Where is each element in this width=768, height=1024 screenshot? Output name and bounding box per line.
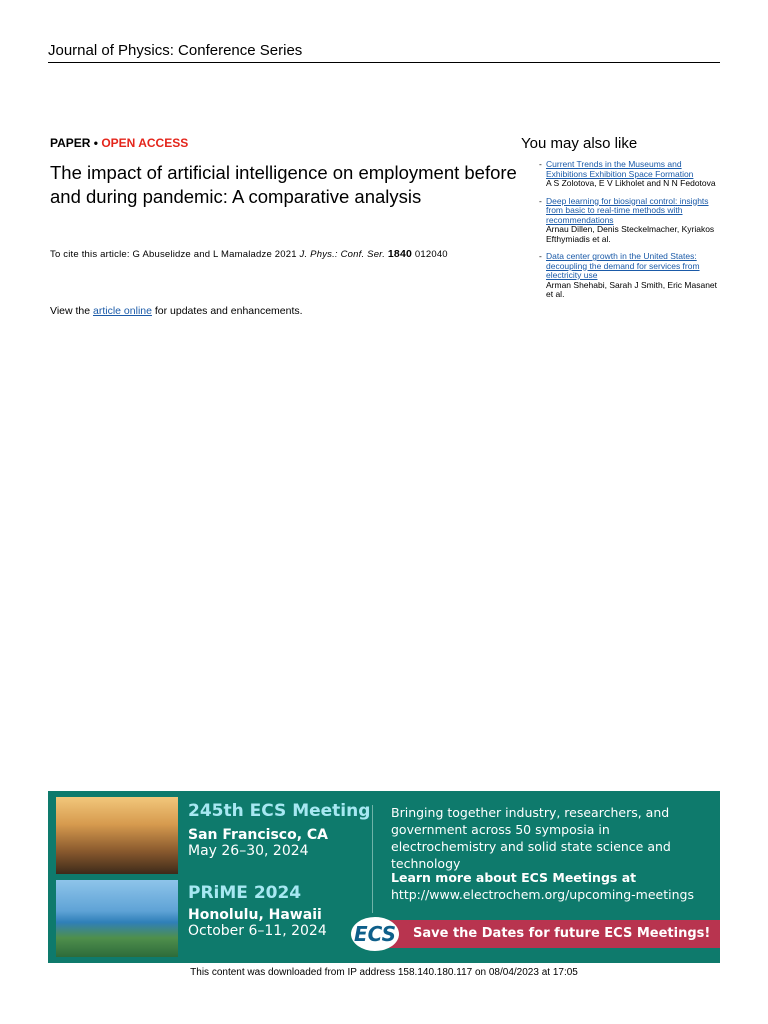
cite-prefix: To cite this article: G Abuselidze and L Mamaladze 2021 [50,249,300,260]
view-online-line [50,305,303,317]
banner-divider [372,805,373,913]
meeting-2-date: October 6–11, 2024 [188,923,327,939]
meeting-1-date: May 26–30, 2024 [188,843,309,859]
list-dash: - [539,195,542,206]
label-separator: • [90,136,102,150]
learn-more-text: Learn more about ECS Meetings at [391,870,637,885]
related-link[interactable]: Data center growth in the United States: decoupling the demand for services from electricity use [546,251,700,280]
save-the-dates-button[interactable]: Save the Dates for future ECS Meetings! [373,920,720,948]
paper-type-label [50,136,188,150]
ecs-logo: ECS [351,917,399,951]
article-online-link[interactable]: article online [93,305,152,317]
related-item [521,160,721,189]
view-prefix: View the [50,305,93,317]
ecs-meeting-banner[interactable] [48,791,720,963]
cite-journal: J. Phys.: Conf. Ser. [299,249,386,260]
banner-tagline: Bringing together industry, researchers, and government across 50 symposia in electrochemistry and solid state science and technology [391,805,671,871]
meeting-2-title: PRiME 2024 [188,883,302,903]
journal-header: Journal of Physics: Conference Series [48,42,720,63]
related-articles-panel [521,135,721,308]
list-dash: - [539,251,542,261]
meeting-1 [188,801,370,859]
meeting-2-place: Honolulu, Hawaii [188,907,322,923]
related-authors: Arnau Dillen, Denis Steckelmacher, Kyriakos Efthymiadis et al. [546,224,715,244]
meetings-url[interactable]: http://www.electrochem.org/upcoming-meetings [391,887,694,902]
cite-volume: 1840 [387,248,413,260]
related-link[interactable]: Current Trends in the Museums and Exhibitions Exhibition Space Formation [546,159,694,179]
related-link[interactable]: Deep learning for biosignal control: insights from basic to real-time methods with recommendations [546,195,709,225]
download-footer: This content was downloaded from IP address 158.140.180.117 on 08/04/2023 at 17:05 [190,967,578,978]
open-access-label: OPEN ACCESS [101,136,189,150]
related-heading: You may also like [521,135,638,152]
view-suffix: for updates and enhancements. [151,305,303,317]
article-title: The impact of artificial intelligence on employment before and during pandemic: A comparative analysis [50,162,517,207]
meeting-1-place: San Francisco, CA [188,827,329,843]
list-dash: - [539,159,542,169]
related-authors: Arman Shehabi, Sarah J Smith, Eric Masanet et al. [546,279,718,299]
paper-label: PAPER [50,136,91,150]
meeting-2 [188,883,327,939]
meeting-1-title: 245th ECS Meeting [188,801,371,821]
related-item [521,197,721,245]
citation [50,248,520,260]
related-item [521,252,721,300]
honolulu-photo [56,880,178,957]
related-authors: A S Zolotova, E V Likholet and N N Fedotova [546,178,716,188]
cite-article-number: 012040 [414,249,448,260]
san-francisco-photo [56,797,178,874]
